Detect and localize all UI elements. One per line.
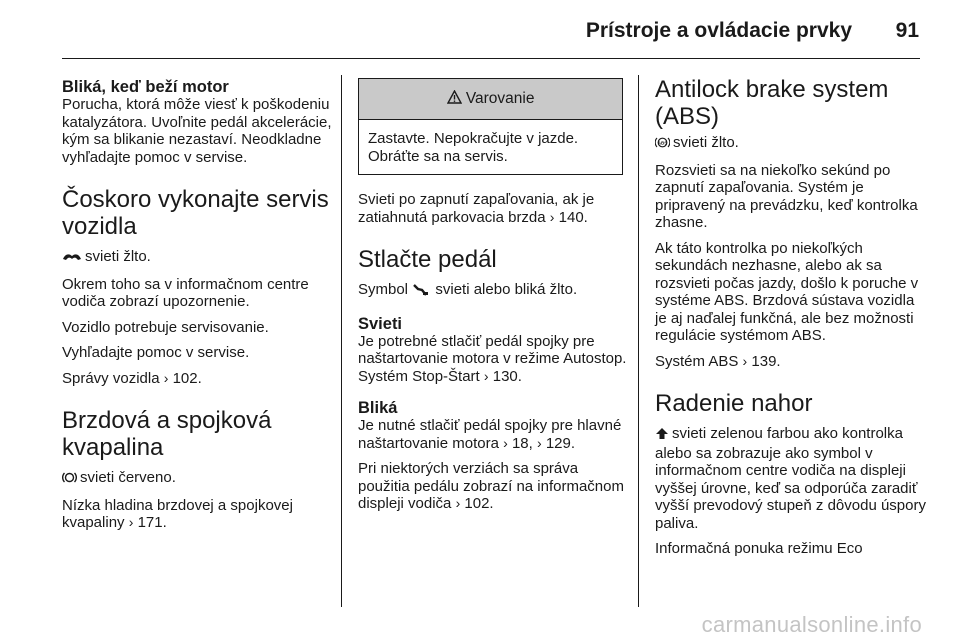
page-ref-arrow-icon: › xyxy=(536,434,542,451)
abs-warning-icon xyxy=(655,136,670,154)
heading-blika-motor: Bliká, keď beží motor xyxy=(62,78,229,96)
warning-title: Varovanie xyxy=(465,90,535,107)
para-brzd xyxy=(62,497,332,532)
para-zapnutie xyxy=(358,191,628,226)
para-servis-3: Vyhľadajte pomoc v servise. xyxy=(62,344,250,361)
page-ref-arrow-icon: › xyxy=(549,208,555,225)
symbol-text-a: Symbol xyxy=(358,281,409,298)
para-servis-4 xyxy=(62,370,332,388)
para-svieti xyxy=(358,333,628,386)
warning-header xyxy=(359,79,622,120)
page-ref-arrow-icon: › xyxy=(742,352,748,369)
page-ref-arrow-icon: › xyxy=(128,514,134,530)
svieti-ref: 130. xyxy=(492,367,522,385)
blika-text: Je nutné stlačiť pedál spojky pre hlavné naštartovanie motora xyxy=(358,417,622,452)
brzd-text: Nízka hladina brzdovej a spojkovej kvapaliny xyxy=(62,496,293,531)
heading-radenie: Radenie nahor xyxy=(655,390,813,417)
clutch-pedal-icon xyxy=(412,283,428,301)
page-ref-arrow-icon: › xyxy=(163,369,169,386)
svieti-text: Je potrebné stlačiť pedál spojky pre naštartovanie motora v režime Autostop. Systém Stop-Štart xyxy=(358,332,627,385)
column-1 xyxy=(62,68,332,540)
page-number: 91 xyxy=(895,19,919,42)
abs-3-text: Systém ABS xyxy=(655,352,739,370)
zap-text: Svieti po zapnutí zapaľovania, ak je zatiahnutá parkovacia brzda xyxy=(358,191,595,226)
warning-text: Zastavte. Nepokračujte v jazde. Obráťte sa na servis. xyxy=(368,130,579,165)
para-abs-1: Rozsvieti sa na niekoľko sekúnd po zapnutí zapaľovania. Systém je pripravený na prevádzku, keď kontrolka zhasne. xyxy=(655,161,918,231)
radenie-text: svieti zelenou farbou ako kontrolka alebo sa zobrazuje ako symbol v informačnom centre vodiča na displeji vyššej úrovne, keď sa odporúča zaradiť vyšší prevodový stupeň z dôvodu úspory paliva. xyxy=(655,425,926,532)
column-divider-2 xyxy=(638,75,639,607)
warning-triangle-icon xyxy=(447,90,466,107)
heading-brzdova: Brzdová a spojková kvapalina xyxy=(62,407,272,461)
para-blika xyxy=(358,417,628,452)
abs-light-text: svieti žlto. xyxy=(673,134,739,151)
blika-ref-2: 129. xyxy=(545,434,576,452)
abs-3-ref: 139. xyxy=(751,352,781,370)
page-ref-arrow-icon: › xyxy=(503,434,508,451)
page-ref-arrow-icon: › xyxy=(483,367,489,384)
para-servis-2: Vozidlo potrebuje servisovanie. xyxy=(62,318,269,336)
servis-4-ref: 102. xyxy=(172,369,202,387)
brake-warning-icon xyxy=(62,471,77,489)
para-abs-3 xyxy=(655,353,927,371)
servis-4-text: Správy vozidla xyxy=(62,369,160,387)
verzie-ref: 102. xyxy=(464,495,494,512)
brzd-ref: 171. xyxy=(137,514,167,531)
para-servis-light xyxy=(62,248,332,268)
page-ref-arrow-icon: › xyxy=(455,495,461,511)
para-symbol xyxy=(358,281,628,301)
para-abs-light xyxy=(655,134,927,154)
heading-blika: Bliká xyxy=(358,399,398,417)
blika-ref-1: 18, xyxy=(511,434,533,452)
heading-stlacte-pedal: Stlačte pedál xyxy=(358,246,497,273)
heading-svieti: Svieti xyxy=(358,314,403,333)
zap-ref: 140. xyxy=(558,208,588,226)
column-2 xyxy=(358,68,628,521)
para-radenie xyxy=(655,425,927,532)
para-verzie xyxy=(358,460,628,513)
shift-up-icon xyxy=(655,427,669,445)
para-blika-motor: Porucha, ktorá môže viesť k poškodeniu katalyzátora. Uvoľnite pedál akcelerácie, kým sa blikanie nezastaví. Neodkladne vyhľadajte pomoc v servise. xyxy=(62,96,332,166)
brzd-light-text: svieti červeno. xyxy=(80,469,176,486)
para-servis-1: Okrem toho sa v informačnom centre vodiča zobrazí upozornenie. xyxy=(62,275,309,310)
header-rule xyxy=(62,58,920,59)
column-3 xyxy=(655,68,927,566)
page-title: Prístroje a ovládacie prvky xyxy=(585,19,852,42)
para-eco: Informačná ponuka režimu Eco xyxy=(655,540,863,557)
symbol-text-b: svieti alebo bliká žlto. xyxy=(435,281,578,298)
para-brzd-light xyxy=(62,469,332,489)
heading-servis: Čoskoro vykonajte servis vozidla xyxy=(62,186,329,240)
watermark: carmanualsonline.info xyxy=(701,612,922,637)
servis-light-text: svieti žlto. xyxy=(85,248,151,265)
service-wrench-icon xyxy=(62,250,82,268)
para-abs-2: Ak táto kontrolka po niekoľkých sekundách nezhasne, alebo ak sa rozsvieti počas jazdy, došlo k poruche v systéme ABS. Brzdová sústava vozidla je aj naďalej funkčná, ale bez možnosti regulácie systémom ABS. xyxy=(655,239,919,344)
warning-box xyxy=(358,78,623,175)
heading-abs: Antilock brake system (ABS) xyxy=(655,76,889,130)
page-header xyxy=(0,0,960,60)
svg-text:ABS: ABS xyxy=(657,140,668,146)
column-divider-1 xyxy=(341,75,342,607)
verzie-text: Pri niektorých verziách sa správa použitia pedálu zobrazí na informačnom displeji vodiča xyxy=(358,460,624,512)
